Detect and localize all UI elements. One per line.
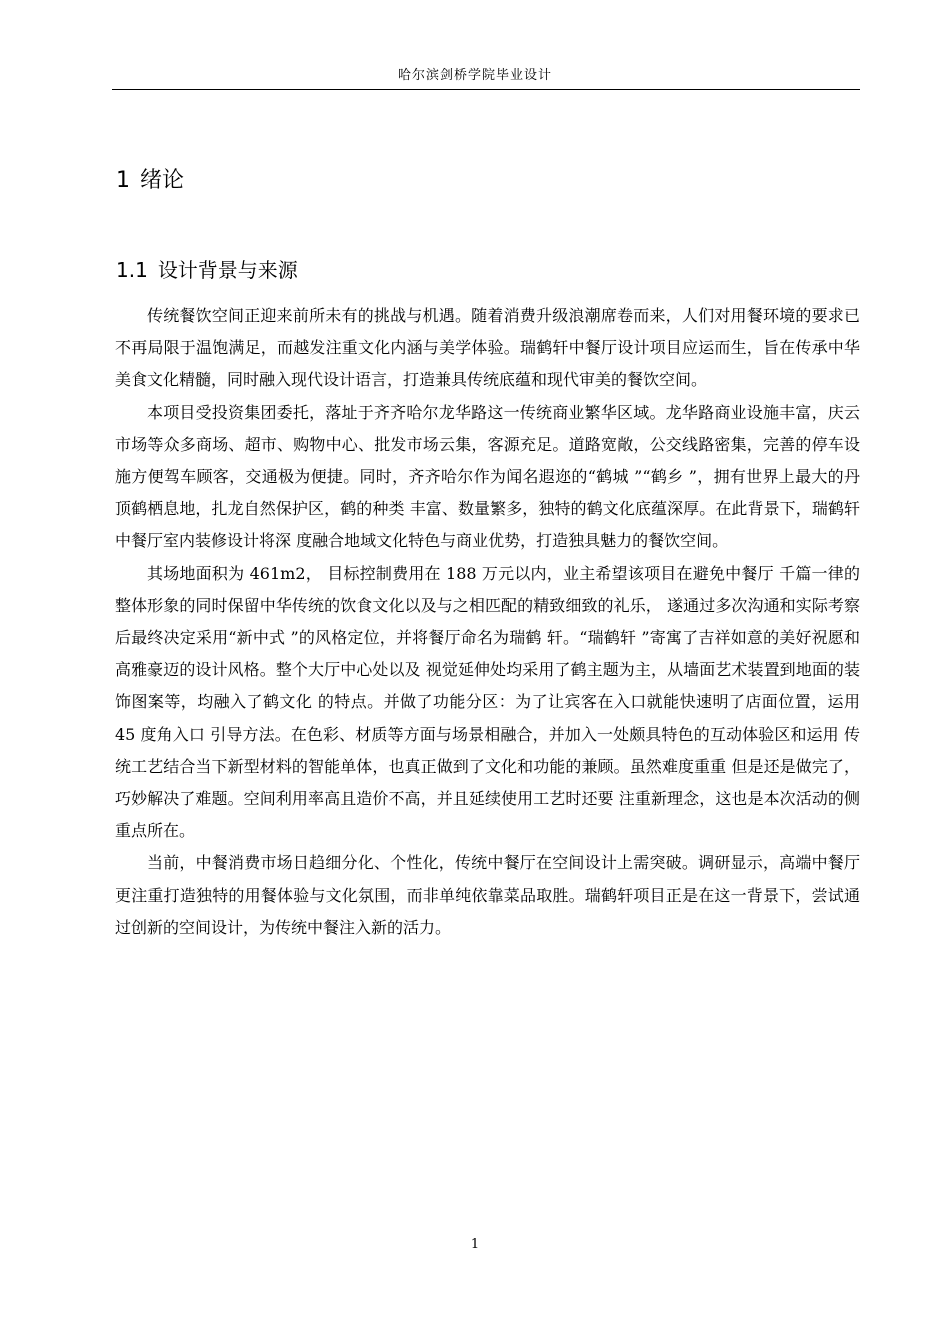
section-heading xyxy=(116,256,298,284)
section-title: 设计背景与来源 xyxy=(157,258,298,282)
paragraph: 传统餐饮空间正迎来前所未有的挑战与机遇。随着消费升级浪潮席卷而来，人们对用餐环境的要求已不再局限于温饱满足，而越发注重文化内涵与美学体验。瑞鹤轩中餐厅设计项目应运而生，旨在传承中华美食文化精髓，同时融入现代设计语言，打造兼具传统底蕴和现代审美的餐饮空间。 xyxy=(115,306,860,390)
section-number: 1.1 xyxy=(116,258,148,282)
body-text xyxy=(115,300,860,944)
paragraph: 当前，中餐消费市场日趋细分化、个性化，传统中餐厅在空间设计上需突破。调研显示，高端中餐厅更注重打造独特的用餐体验与文化氛围，而非单纯依靠菜品取胜。瑞鹤轩项目正是在这一背景下，尝试通过创新的空间设计，为传统中餐注入新的活力。 xyxy=(115,853,860,937)
paragraph: 本项目受投资集团委托，落址于齐齐哈尔龙华路这一传统商业繁华区域。龙华路商业设施丰富，庆云市场等众多商场、超市、购物中心、批发市场云集，客源充足。道路宽敞，公交线路密集，完善的停车设施方便驾车顾客，交通极为便捷。同时，齐齐哈尔作为闻名遐迩的“鹤城 ”“鹤乡 ”，拥有世界上最大的丹顶鹤栖息地，扎龙自然保护区，鹤的种类 丰富、数量繁多，独特的鹤文化底蕴深厚。在此背景下，瑞鹤轩中餐厅室内装修设计将深 度融合地域文化特色与商业优势，打造独具魅力的餐饮空间。 xyxy=(115,402,860,551)
header-divider xyxy=(112,89,860,90)
page-header: 哈尔滨剑桥学院毕业设计 xyxy=(397,68,552,83)
chapter-number: 1 xyxy=(116,168,130,193)
page-number: 1 xyxy=(470,1237,480,1252)
chapter-title: 绪论 xyxy=(140,168,185,193)
paragraph: 其场地面积为 461m2， 目标控制费用在 188 万元以内，业主希望该项目在避免中餐厅 千篇一律的整体形象的同时保留中华传统的饮食文化以及与之相匹配的精致细致的礼乐， 遂通过多次沟通和实际考察后最终决定采用“新中式 ”的风格定位，并将餐厅命名为瑞鹤 轩。“瑞鹤轩 ”寄寓了吉祥如意的美好祝愿和高雅豪迈的设计风格。整个大厅中心处以及 视觉延伸处均采用了鹤主题为主，从墙面艺术装置到地面的装饰图案等，均融入了鹤文化 的特点。并做了功能分区：为了让宾客在入口就能快速明了店面位置，运用 45 度角入口 引导方法。在色彩、材质等方面与场景相融合，并加入一处颇具特色的互动体验区和运用 传统工艺结合当下新型材料的智能单体，也真正做到了文化和功能的兼顾。虽然难度重重 但是还是做完了，巧妙解决了难题。空间利用率高且造价不高，并且延续使用工艺时还要 注重新理念，这也是本次活动的侧重点所在。 xyxy=(115,563,860,841)
chapter-heading xyxy=(116,166,184,196)
